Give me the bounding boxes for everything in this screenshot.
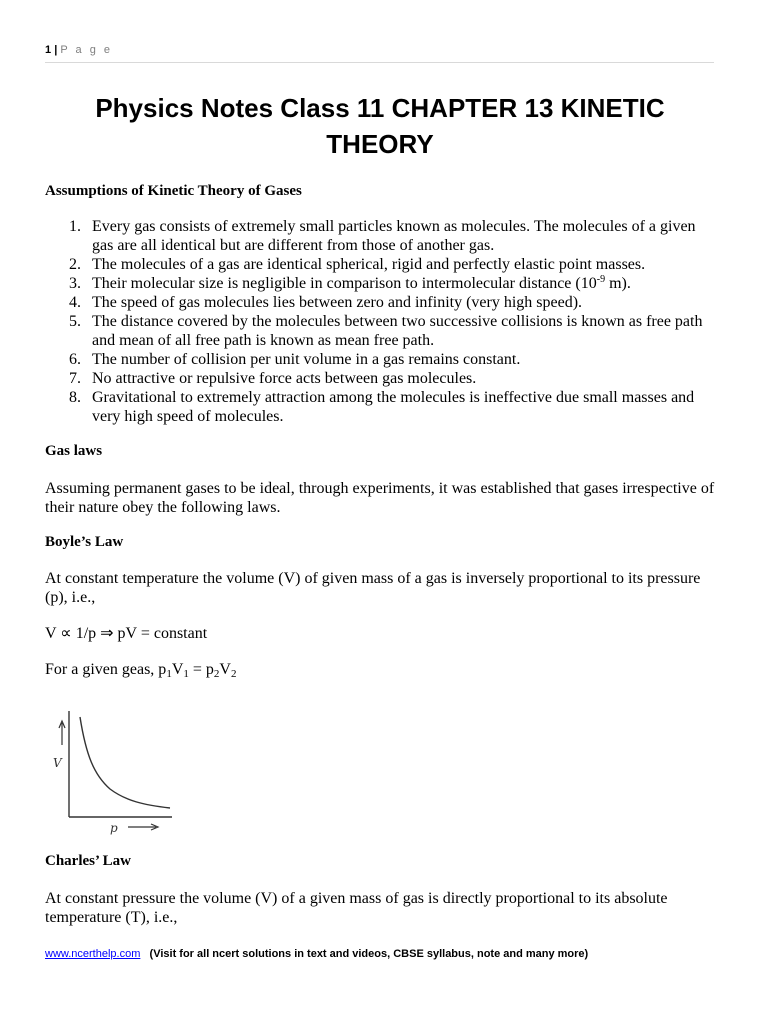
item-number: 3. xyxy=(69,275,81,292)
boyles-law-graph xyxy=(44,705,204,835)
list-item xyxy=(45,350,715,369)
footer-link[interactable]: www.ncerthelp.com xyxy=(45,948,141,960)
item-text: Every gas consists of extremely small particles known as molecules. The molecules of a given gas are all identical but are different from those of another gas. xyxy=(92,218,696,254)
item-text: The molecules of a gas are identical spherical, rigid and perfectly elastic point masses. xyxy=(92,256,646,273)
assumptions-heading: Assumptions of Kinetic Theory of Gases xyxy=(45,183,302,199)
list-item xyxy=(45,255,715,274)
given-eq: = p xyxy=(188,661,214,678)
gas-laws-intro: Assuming permanent gases to be ideal, through experiments, it was established that gases irrespective of their nature obey the following laws. xyxy=(45,480,715,516)
hyperbola-curve xyxy=(80,717,170,808)
page-footer xyxy=(45,948,588,960)
item-number: 4. xyxy=(69,294,81,311)
given-prefix: For a given geas, p xyxy=(45,661,167,678)
item-text: The number of collision per unit volume in a gas remains constant. xyxy=(92,351,521,368)
given-v: V xyxy=(171,661,184,678)
given-v2: V xyxy=(219,661,231,678)
item-number: 6. xyxy=(69,351,81,368)
page-word: P a g e xyxy=(60,44,113,56)
list-item xyxy=(45,274,715,293)
item-number: 5. xyxy=(69,313,81,330)
boyles-law-text: At constant temperature the volume (V) of given mass of a gas is inversely proportional to its pressure (p), i.e., xyxy=(45,570,701,606)
header-divider xyxy=(45,62,714,63)
item-text: Their molecular size is negligible in comparison to intermolecular distance (10 xyxy=(92,275,597,292)
header-separator: | xyxy=(54,44,58,56)
list-item xyxy=(45,388,715,426)
list-item xyxy=(45,217,715,255)
exponent: -9 xyxy=(596,274,606,285)
footer-note: (Visit for all ncert solutions in text and videos, CBSE syllabus, note and many more) xyxy=(149,948,589,960)
list-item xyxy=(45,293,715,312)
item-number: 2. xyxy=(69,256,81,273)
boyles-law-formula: V ∝ 1/p ⇒ pV = constant xyxy=(45,625,208,642)
item-text: No attractive or repulsive force acts between gas molecules. xyxy=(92,370,477,387)
item-text: The speed of gas molecules lies between zero and infinity (very high speed). xyxy=(92,294,583,311)
item-number: 8. xyxy=(69,389,81,406)
boyles-law-given xyxy=(45,660,715,679)
list-item xyxy=(45,312,715,350)
item-number: 1. xyxy=(69,218,81,235)
page-number: 1 xyxy=(45,44,52,56)
page-header xyxy=(45,44,113,56)
item-text: The distance covered by the molecules between two successive collisions is known as free path and mean of all free path is known as mean free path. xyxy=(92,313,703,349)
item-text: Gravitational to extremely attraction among the molecules is ineffective due small masses and very high speed of molecules. xyxy=(92,389,695,425)
subscript: 1 xyxy=(183,668,189,680)
y-axis-label: V xyxy=(53,756,62,770)
item-number: 7. xyxy=(69,370,81,387)
subscript: 2 xyxy=(230,668,237,680)
gas-laws-heading: Gas laws xyxy=(45,443,103,459)
page-title xyxy=(40,90,720,162)
title-line-2: THEORY xyxy=(326,129,434,159)
title-line-1: Physics Notes Class 11 CHAPTER 13 KINETIC xyxy=(95,93,665,123)
charles-law-text: At constant pressure the volume (V) of a given mass of gas is directly proportional to its absolute temperature (T), i.e., xyxy=(45,890,668,926)
subscript: 1 xyxy=(166,668,172,680)
charles-law-heading: Charles’ Law xyxy=(45,853,131,869)
assumptions-list xyxy=(45,217,715,426)
boyles-law-heading: Boyle’s Law xyxy=(45,534,124,550)
list-item xyxy=(45,369,715,388)
x-axis-label: p xyxy=(110,821,118,835)
item-text-end: m). xyxy=(605,275,631,292)
subscript: 2 xyxy=(213,668,220,680)
